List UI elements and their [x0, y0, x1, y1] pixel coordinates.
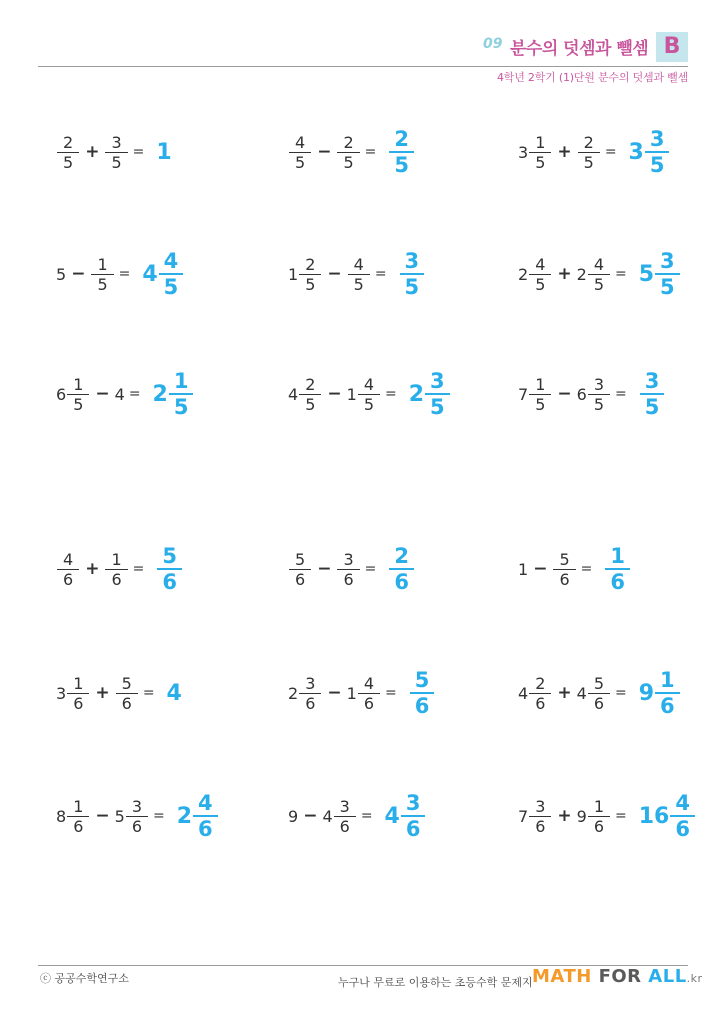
copyright-text: ⓒ 공공수학연구소 [40, 972, 129, 985]
answer-numerator: 5 [414, 668, 430, 692]
problem-item [518, 784, 696, 848]
answer-numerator: 3 [404, 249, 420, 273]
answer-denominator: 5 [649, 153, 665, 177]
answer-whole: 3 [628, 139, 644, 165]
denominator: 5 [305, 274, 316, 294]
equals-sign: = [615, 386, 627, 402]
denominator: 6 [559, 569, 570, 589]
fraction [529, 674, 551, 713]
denominator: 6 [73, 816, 84, 836]
problem-item [288, 537, 415, 601]
equals-sign: = [132, 144, 145, 160]
whole: 3 [518, 142, 529, 162]
equals-sign: = [360, 808, 373, 824]
level-badge: B [656, 32, 688, 62]
fraction [126, 797, 148, 836]
fraction [334, 797, 356, 836]
fraction [289, 133, 311, 172]
answer-fraction [640, 369, 665, 419]
fraction [588, 255, 610, 294]
fraction [299, 255, 321, 294]
equals-sign: = [615, 266, 627, 282]
fraction [358, 674, 380, 713]
whole: 1 [288, 264, 299, 284]
numerator: 1 [73, 673, 84, 693]
answer-numerator: 1 [660, 668, 675, 692]
problem-item [518, 242, 681, 306]
equals-sign: = [580, 561, 593, 577]
problem-item [56, 362, 194, 426]
answer [167, 681, 182, 706]
problem-item [518, 120, 670, 184]
operator: − [317, 142, 332, 162]
denominator: 6 [121, 693, 132, 713]
denominator: 6 [295, 569, 306, 589]
denominator: 6 [363, 693, 374, 713]
denominator: 6 [593, 816, 604, 836]
numerator: 2 [583, 132, 594, 152]
answer-numerator: 2 [394, 544, 409, 568]
answer-denominator: 5 [163, 275, 179, 299]
answer-fraction [605, 544, 630, 594]
whole: 3 [56, 683, 67, 703]
operator: + [95, 683, 110, 703]
denominator: 5 [593, 274, 604, 294]
fraction [358, 375, 380, 414]
whole: 1 [346, 683, 357, 703]
answer-fraction [401, 791, 426, 841]
operator: + [557, 142, 572, 162]
worksheet-subtitle: 4학년 2학기 (1)단원 분수의 덧셈과 뺄셈 [496, 71, 688, 84]
numerator: 1 [73, 374, 84, 394]
answer-fraction [389, 544, 414, 594]
worksheet-title: 분수의 덧셈과 뺄셈 [510, 39, 649, 59]
answer [639, 668, 681, 718]
numerator: 3 [593, 374, 604, 394]
operator: − [95, 806, 110, 826]
denominator: 5 [111, 152, 122, 172]
equals-sign: = [385, 386, 397, 402]
operator: + [85, 559, 100, 579]
equals-sign: = [364, 144, 377, 160]
denominator: 6 [535, 816, 546, 836]
denominator: 6 [63, 569, 74, 589]
answer-numerator: 5 [162, 544, 177, 568]
answer-numerator: 4 [163, 249, 179, 273]
answer-denominator: 5 [404, 275, 420, 299]
fraction [116, 674, 138, 713]
numerator: 3 [131, 796, 142, 816]
answer-numerator: 4 [198, 791, 213, 815]
whole: 4 [576, 683, 587, 703]
denominator: 5 [535, 152, 546, 172]
equals-sign: = [142, 685, 155, 701]
equals-sign: = [128, 386, 141, 402]
denominator: 5 [305, 394, 316, 414]
brand-logo-part: FOR [598, 966, 649, 987]
fraction [67, 674, 89, 713]
answer-denominator: 5 [173, 395, 189, 419]
brand-logo [532, 966, 703, 987]
fraction [289, 550, 311, 589]
fraction [529, 375, 551, 414]
operator: − [557, 384, 572, 404]
answer-whole: 2 [408, 381, 425, 407]
answer-numerator: 3 [649, 127, 665, 151]
whole: 2 [288, 683, 299, 703]
problem-item [288, 242, 425, 306]
answer-whole: 4 [166, 680, 182, 706]
numerator: 5 [121, 673, 132, 693]
answer-numerator: 1 [610, 544, 625, 568]
equals-sign: = [118, 266, 131, 282]
numerator: 2 [535, 673, 546, 693]
whole: 7 [518, 806, 529, 826]
numerator: 1 [535, 132, 546, 152]
problem-item [56, 120, 172, 184]
denominator: 5 [593, 394, 604, 414]
numerator: 4 [363, 374, 374, 394]
numerator: 4 [295, 132, 306, 152]
numerator: 3 [343, 549, 354, 569]
whole: 8 [56, 806, 67, 826]
answer [639, 369, 666, 419]
answer-fraction [389, 127, 414, 177]
answer [156, 544, 183, 594]
equals-sign: = [374, 266, 387, 282]
header-divider [38, 66, 688, 67]
answer-fraction [645, 127, 670, 177]
answer-fraction [157, 544, 182, 594]
whole: 7 [518, 384, 529, 404]
operator: − [327, 264, 342, 284]
fraction [67, 797, 89, 836]
problem-item [288, 661, 435, 725]
brand-logo-part: MATH [532, 966, 599, 987]
answer-fraction [655, 249, 680, 299]
answer-denominator: 5 [644, 395, 660, 419]
fraction [588, 375, 610, 414]
numerator: 3 [111, 132, 122, 152]
denominator: 6 [111, 569, 122, 589]
answer [153, 369, 195, 419]
answer-whole: 5 [638, 261, 655, 287]
numerator: 1 [535, 374, 546, 394]
problem-item [518, 661, 681, 725]
answer-denominator: 6 [198, 817, 213, 841]
denominator: 6 [593, 693, 604, 713]
equals-sign: = [153, 808, 165, 824]
answer [409, 369, 451, 419]
fraction [57, 550, 79, 589]
answer [639, 249, 681, 299]
answer-fraction [169, 369, 194, 419]
worksheet-number: 09 [483, 36, 503, 52]
numerator: 2 [63, 132, 74, 152]
problem-item [56, 661, 182, 725]
answer-fraction [159, 249, 184, 299]
whole: 1 [518, 559, 529, 579]
operator: − [327, 384, 342, 404]
whole: 9 [288, 806, 299, 826]
answer-fraction [655, 668, 680, 718]
operator: − [533, 559, 548, 579]
numerator: 2 [305, 374, 316, 394]
answer [388, 544, 415, 594]
footer-tagline: 누구나 무료로 이용하는 초등수학 문제지 [338, 976, 533, 989]
problem-item [288, 120, 415, 184]
whole: 5 [56, 264, 67, 284]
answer [388, 127, 415, 177]
denominator: 5 [63, 152, 74, 172]
numerator: 2 [305, 254, 316, 274]
whole: 6 [56, 384, 67, 404]
operator: + [557, 806, 572, 826]
denominator: 5 [535, 394, 546, 414]
answer-denominator: 5 [660, 275, 675, 299]
answer-denominator: 5 [394, 153, 409, 177]
answer-fraction [193, 791, 218, 841]
answer-numerator: 3 [644, 369, 660, 393]
whole: 1 [346, 384, 357, 404]
numerator: 3 [305, 673, 316, 693]
answer-denominator: 6 [394, 570, 409, 594]
problem-item [518, 362, 665, 426]
operator: − [303, 806, 318, 826]
whole: 2 [518, 264, 529, 284]
problem-item [56, 537, 183, 601]
answer-denominator: 6 [414, 694, 430, 718]
fraction [105, 550, 127, 589]
equals-sign: = [385, 685, 397, 701]
whole: 9 [576, 806, 587, 826]
denominator: 5 [353, 274, 364, 294]
problem-item [288, 784, 426, 848]
operator: + [557, 683, 572, 703]
operator: + [85, 142, 100, 162]
answer [177, 791, 219, 841]
whole: 4 [114, 384, 125, 404]
problem-item [518, 537, 631, 601]
answer-denominator: 5 [430, 395, 445, 419]
fraction [337, 550, 359, 589]
answer-numerator: 1 [173, 369, 189, 393]
answer-fraction [410, 668, 435, 718]
answer-numerator: 3 [405, 791, 421, 815]
whole: 4 [518, 683, 529, 703]
equals-sign: = [604, 144, 617, 160]
denominator: 5 [535, 274, 546, 294]
answer-whole: 1 [156, 139, 172, 165]
answer [156, 140, 171, 165]
whole: 6 [576, 384, 587, 404]
answer-numerator: 4 [675, 791, 690, 815]
denominator: 6 [535, 693, 546, 713]
answer-whole: 4 [142, 261, 158, 287]
numerator: 4 [363, 673, 374, 693]
whole: 4 [322, 806, 333, 826]
answer-whole: 9 [638, 680, 655, 706]
equals-sign: = [364, 561, 377, 577]
denominator: 5 [583, 152, 594, 172]
operator: − [327, 683, 342, 703]
numerator: 3 [535, 796, 546, 816]
operator: − [317, 559, 332, 579]
answer-whole: 2 [152, 381, 168, 407]
fraction [348, 255, 370, 294]
problem-item [288, 362, 451, 426]
answer [604, 544, 631, 594]
fraction [529, 797, 551, 836]
answer-numerator: 3 [430, 369, 445, 393]
fraction [299, 375, 321, 414]
answer-denominator: 6 [610, 570, 625, 594]
whole: 5 [114, 806, 125, 826]
numerator: 1 [111, 549, 122, 569]
numerator: 1 [593, 796, 604, 816]
denominator: 5 [343, 152, 354, 172]
numerator: 5 [295, 549, 306, 569]
numerator: 2 [343, 132, 354, 152]
numerator: 4 [535, 254, 546, 274]
operator: + [557, 264, 572, 284]
numerator: 1 [73, 796, 84, 816]
fraction [57, 133, 79, 172]
fraction [578, 133, 600, 172]
denominator: 6 [131, 816, 142, 836]
equals-sign: = [615, 685, 627, 701]
numerator: 3 [339, 796, 350, 816]
answer-fraction [670, 791, 695, 841]
numerator: 4 [593, 254, 604, 274]
denominator: 5 [97, 274, 108, 294]
fraction [67, 375, 89, 414]
numerator: 1 [97, 254, 108, 274]
whole: 4 [288, 384, 299, 404]
answer-denominator: 6 [162, 570, 177, 594]
denominator: 6 [73, 693, 84, 713]
denominator: 6 [339, 816, 350, 836]
fraction [529, 255, 551, 294]
operator: − [95, 384, 110, 404]
answer [629, 127, 671, 177]
equals-sign: = [132, 561, 145, 577]
answer-fraction [425, 369, 450, 419]
answer-denominator: 6 [660, 694, 675, 718]
numerator: 5 [593, 673, 604, 693]
fraction [529, 133, 551, 172]
numerator: 5 [559, 549, 570, 569]
fraction [553, 550, 575, 589]
brand-logo-part: .kr [686, 972, 703, 985]
fraction [588, 797, 610, 836]
problem-item [56, 784, 219, 848]
problem-item [56, 242, 184, 306]
denominator: 6 [305, 693, 316, 713]
answer-numerator: 2 [394, 127, 409, 151]
fraction [299, 674, 321, 713]
fraction [337, 133, 359, 172]
answer [639, 791, 696, 841]
answer-fraction [400, 249, 425, 299]
fraction [588, 674, 610, 713]
answer [142, 249, 184, 299]
brand-logo-part: ALL [648, 966, 687, 987]
answer [385, 791, 427, 841]
denominator: 6 [343, 569, 354, 589]
denominator: 5 [73, 394, 84, 414]
answer-whole: 16 [638, 803, 670, 829]
fraction [105, 133, 127, 172]
operator: − [71, 264, 86, 284]
answer [409, 668, 436, 718]
answer-whole: 4 [384, 803, 400, 829]
denominator: 5 [295, 152, 306, 172]
answer [399, 249, 426, 299]
answer-denominator: 6 [675, 817, 690, 841]
fraction [91, 255, 113, 294]
answer-numerator: 3 [660, 249, 675, 273]
whole: 2 [576, 264, 587, 284]
answer-denominator: 6 [405, 817, 421, 841]
numerator: 4 [63, 549, 74, 569]
equals-sign: = [615, 808, 627, 824]
numerator: 4 [353, 254, 364, 274]
answer-whole: 2 [176, 803, 193, 829]
denominator: 5 [363, 394, 374, 414]
